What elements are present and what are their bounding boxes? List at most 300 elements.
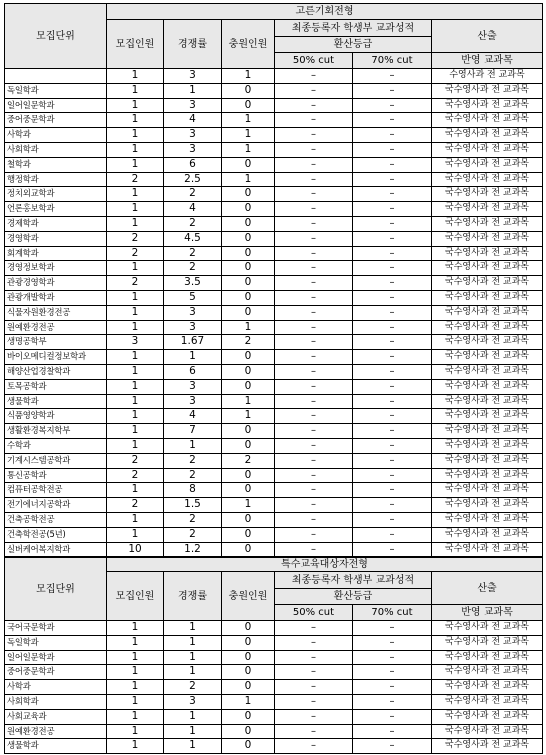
cut50-value: – <box>275 128 353 143</box>
extra-count: 0 <box>222 438 275 453</box>
extra-count: 0 <box>222 364 275 379</box>
competition-ratio: 3.5 <box>164 276 222 291</box>
cut70-value: – <box>353 650 432 665</box>
recruit-count: 1 <box>107 739 164 754</box>
cut50-value: – <box>275 527 353 542</box>
cut70-value: – <box>353 157 432 172</box>
competition-ratio: 4.5 <box>164 231 222 246</box>
recruit-count: 1 <box>107 621 164 636</box>
subjects: 국수영사과 전 교과목 <box>432 621 543 636</box>
unit-name: 실버케어복지학과 <box>5 542 107 557</box>
subjects: 국수영사과 전 교과목 <box>432 216 543 231</box>
unit-name: 수학과 <box>5 438 107 453</box>
recruit-count: 1 <box>107 98 164 113</box>
unit-name: 사회학과 <box>5 142 107 157</box>
competition-ratio: 1.67 <box>164 335 222 350</box>
recruit-count: 1 <box>107 709 164 724</box>
competition-ratio: 2 <box>164 680 222 695</box>
competition-ratio: 3 <box>164 694 222 709</box>
competition-ratio: 2 <box>164 261 222 276</box>
table-row <box>5 739 543 754</box>
cut70-value: – <box>353 290 432 305</box>
cut70-value: – <box>353 276 432 291</box>
cut70-value: – <box>353 216 432 231</box>
table-row <box>5 216 543 231</box>
recruit-count: 1 <box>107 635 164 650</box>
competition-ratio: 4 <box>164 113 222 128</box>
cut70-value: – <box>353 128 432 143</box>
competition-ratio: 2 <box>164 187 222 202</box>
cut70-value: – <box>353 335 432 350</box>
unit-name: 회계학과 <box>5 246 107 261</box>
unit-name: 토목공학과 <box>5 379 107 394</box>
unit-name: 정치외교학과 <box>5 187 107 202</box>
header-cut70: 70% cut <box>353 53 432 69</box>
subjects: 국수영사과 전 교과목 <box>432 320 543 335</box>
competition-ratio: 1 <box>164 635 222 650</box>
extra-count: 0 <box>222 650 275 665</box>
unit-name: 독일학과 <box>5 83 107 98</box>
cut50-value: – <box>275 142 353 157</box>
extra-count: 0 <box>222 83 275 98</box>
competition-ratio: 1 <box>164 438 222 453</box>
unit-name: 생명공학부 <box>5 335 107 350</box>
recruit-count: 1 <box>107 512 164 527</box>
unit-name: 바이오메디컬정보학과 <box>5 350 107 365</box>
competition-ratio: 2 <box>164 246 222 261</box>
subjects: 국수영사과 전 교과목 <box>432 409 543 424</box>
cut70-value: – <box>353 739 432 754</box>
cut50-value: – <box>275 409 353 424</box>
cut50-value: – <box>275 350 353 365</box>
extra-count: 0 <box>222 512 275 527</box>
subjects: 국수영사과 전 교과목 <box>432 276 543 291</box>
subjects: 국수영사과 전 교과목 <box>432 483 543 498</box>
table-row <box>5 335 543 350</box>
extra-count: 0 <box>222 216 275 231</box>
extra-count: 0 <box>222 261 275 276</box>
unit-name: 건축학전공(5년) <box>5 527 107 542</box>
recruit-count: 1 <box>107 409 164 424</box>
header-ratio: 경쟁률 <box>164 20 222 69</box>
cut70-value: – <box>353 542 432 557</box>
cut50-value: – <box>275 498 353 513</box>
cut70-value: – <box>353 142 432 157</box>
competition-ratio: 2 <box>164 512 222 527</box>
cut50-value: – <box>275 709 353 724</box>
unit-name: 사학과 <box>5 128 107 143</box>
header-unit: 모집단위 <box>5 558 107 621</box>
competition-ratio: 3 <box>164 394 222 409</box>
recruit-count: 1 <box>107 394 164 409</box>
table-row <box>5 621 543 636</box>
cut70-value: – <box>353 202 432 217</box>
competition-ratio: 1 <box>164 709 222 724</box>
unit-name: 사회학과 <box>5 694 107 709</box>
cut50-value: – <box>275 202 353 217</box>
cut70-value: – <box>353 527 432 542</box>
competition-ratio: 7 <box>164 424 222 439</box>
subjects: 국수영사과 전 교과목 <box>432 83 543 98</box>
cut70-value: – <box>353 438 432 453</box>
subjects: 국수영사과 전 교과목 <box>432 157 543 172</box>
recruit-count: 1 <box>107 364 164 379</box>
subjects: 국수영사과 전 교과목 <box>432 665 543 680</box>
unit-name: 해양산업경찰학과 <box>5 364 107 379</box>
unit-name: 컴퓨터공학전공 <box>5 483 107 498</box>
unit-name: 경영정보학과 <box>5 261 107 276</box>
unit-name: 중어중문학과 <box>5 113 107 128</box>
table-row <box>5 453 543 468</box>
cut70-value: – <box>353 665 432 680</box>
extra-count: 0 <box>222 542 275 557</box>
recruit-count: 1 <box>107 157 164 172</box>
table-row <box>5 650 543 665</box>
subjects: 국수영사과 전 교과목 <box>432 98 543 113</box>
subjects: 국수영사과 전 교과목 <box>432 453 543 468</box>
unit-name: 철학과 <box>5 157 107 172</box>
extra-count: 0 <box>222 305 275 320</box>
competition-ratio: 1.2 <box>164 542 222 557</box>
subjects: 국수영사과 전 교과목 <box>432 128 543 143</box>
competition-ratio: 3 <box>164 128 222 143</box>
table-row <box>5 261 543 276</box>
unit-name: 일어일문학과 <box>5 98 107 113</box>
cut70-value: – <box>353 187 432 202</box>
recruit-count: 1 <box>107 261 164 276</box>
subjects: 국수영사과 전 교과목 <box>432 350 543 365</box>
recruit-count: 1 <box>107 69 164 84</box>
table-row <box>5 231 543 246</box>
extra-count: 1 <box>222 394 275 409</box>
table-row <box>5 142 543 157</box>
extra-count: 0 <box>222 635 275 650</box>
competition-ratio: 4 <box>164 409 222 424</box>
recruit-count: 2 <box>107 468 164 483</box>
extra-count: 0 <box>222 246 275 261</box>
subjects: 국수영사과 전 교과목 <box>432 739 543 754</box>
table-row <box>5 69 543 84</box>
cut70-value: – <box>353 261 432 276</box>
extra-count: 1 <box>222 320 275 335</box>
cut70-value: – <box>353 621 432 636</box>
cut50-value: – <box>275 483 353 498</box>
competition-ratio: 1 <box>164 724 222 739</box>
cut50-value: – <box>275 187 353 202</box>
recruit-count: 10 <box>107 542 164 557</box>
recruit-count: 1 <box>107 424 164 439</box>
unit-name: 건축공학전공 <box>5 512 107 527</box>
extra-count: 0 <box>222 157 275 172</box>
competition-ratio: 2.5 <box>164 172 222 187</box>
unit-name: 사학과 <box>5 680 107 695</box>
competition-ratio: 3 <box>164 320 222 335</box>
cut50-value: – <box>275 305 353 320</box>
recruit-count: 2 <box>107 453 164 468</box>
cut50-value: – <box>275 83 353 98</box>
header-cut50: 50% cut <box>275 605 353 621</box>
subjects: 국수영사과 전 교과목 <box>432 172 543 187</box>
cut70-value: – <box>353 83 432 98</box>
subjects: 국수영사과 전 교과목 <box>432 635 543 650</box>
competition-ratio: 1.5 <box>164 498 222 513</box>
cut70-value: – <box>353 483 432 498</box>
extra-count: 0 <box>222 379 275 394</box>
extra-count: 0 <box>222 621 275 636</box>
unit-name: 행정학과 <box>5 172 107 187</box>
header-calc-title: 산출 <box>432 572 543 605</box>
unit-name: 생물학과 <box>5 394 107 409</box>
cut70-value: – <box>353 680 432 695</box>
extra-count: 0 <box>222 724 275 739</box>
table-row <box>5 350 543 365</box>
table-row <box>5 276 543 291</box>
unit-name: 식물자원환경전공 <box>5 305 107 320</box>
subjects: 국수영사과 전 교과목 <box>432 468 543 483</box>
recruit-count: 1 <box>107 320 164 335</box>
competition-ratio: 2 <box>164 527 222 542</box>
competition-ratio: 2 <box>164 216 222 231</box>
cut70-value: – <box>353 69 432 84</box>
table-row <box>5 320 543 335</box>
table-row <box>5 665 543 680</box>
table-row <box>5 379 543 394</box>
header-cut70: 70% cut <box>353 605 432 621</box>
unit-name: 통신공학과 <box>5 468 107 483</box>
cut70-value: – <box>353 468 432 483</box>
recruit-count: 1 <box>107 680 164 695</box>
cut50-value: – <box>275 246 353 261</box>
table-row <box>5 409 543 424</box>
table-row <box>5 483 543 498</box>
cut50-value: – <box>275 512 353 527</box>
subjects: 국수영사과 전 교과목 <box>432 438 543 453</box>
cut50-value: – <box>275 113 353 128</box>
header-extra: 충원인원 <box>222 572 275 621</box>
competition-ratio: 6 <box>164 157 222 172</box>
header-cut50: 50% cut <box>275 53 353 69</box>
cut70-value: – <box>353 724 432 739</box>
subjects: 국수영사과 전 교과목 <box>432 261 543 276</box>
extra-count: 1 <box>222 142 275 157</box>
cut70-value: – <box>353 709 432 724</box>
extra-count: 0 <box>222 290 275 305</box>
subjects: 국수영사과 전 교과목 <box>432 424 543 439</box>
subjects: 국수영사과 전 교과목 <box>432 202 543 217</box>
cut50-value: – <box>275 69 353 84</box>
table-row <box>5 128 543 143</box>
subjects: 국수영사과 전 교과목 <box>432 187 543 202</box>
admission-table-2 <box>4 557 543 754</box>
competition-ratio: 6 <box>164 364 222 379</box>
extra-count: 2 <box>222 453 275 468</box>
recruit-count: 1 <box>107 128 164 143</box>
subjects: 국수영사과 전 교과목 <box>432 364 543 379</box>
cut70-value: – <box>353 512 432 527</box>
unit-name: 원예환경전공 <box>5 724 107 739</box>
cut70-value: – <box>353 694 432 709</box>
competition-ratio: 4 <box>164 202 222 217</box>
table-row <box>5 305 543 320</box>
unit-name: 경제학과 <box>5 216 107 231</box>
table-row <box>5 724 543 739</box>
cut50-value: – <box>275 335 353 350</box>
subjects: 국수영사과 전 교과목 <box>432 290 543 305</box>
subjects: 국수영사과 전 교과목 <box>432 394 543 409</box>
cut70-value: – <box>353 320 432 335</box>
table-row <box>5 157 543 172</box>
table-row <box>5 468 543 483</box>
extra-count: 0 <box>222 98 275 113</box>
cut70-value: – <box>353 231 432 246</box>
cut50-value: – <box>275 694 353 709</box>
table-row <box>5 512 543 527</box>
cut50-value: – <box>275 231 353 246</box>
header-calc-title: 산출 <box>432 20 543 53</box>
cut50-value: – <box>275 650 353 665</box>
header-recruit: 모집인원 <box>107 20 164 69</box>
competition-ratio: 1 <box>164 739 222 754</box>
subjects: 국수영사과 전 교과목 <box>432 542 543 557</box>
header-unit: 모집단위 <box>5 4 107 69</box>
table-row <box>5 438 543 453</box>
recruit-count: 1 <box>107 483 164 498</box>
unit-name: 식품영양학과 <box>5 409 107 424</box>
subjects: 국수영사과 전 교과목 <box>432 527 543 542</box>
cut70-value: – <box>353 379 432 394</box>
table-row <box>5 498 543 513</box>
cut50-value: – <box>275 468 353 483</box>
cut50-value: – <box>275 261 353 276</box>
table-row <box>5 635 543 650</box>
competition-ratio: 2 <box>164 468 222 483</box>
table-row <box>5 113 543 128</box>
subjects: 국수영사과 전 교과목 <box>432 498 543 513</box>
competition-ratio: 3 <box>164 142 222 157</box>
table-row <box>5 694 543 709</box>
extra-count: 0 <box>222 187 275 202</box>
cut70-value: – <box>353 394 432 409</box>
recruit-count: 1 <box>107 202 164 217</box>
recruit-count: 1 <box>107 694 164 709</box>
extra-count: 0 <box>222 231 275 246</box>
recruit-count: 1 <box>107 83 164 98</box>
cut50-value: – <box>275 290 353 305</box>
cut50-value: – <box>275 438 353 453</box>
recruit-count: 1 <box>107 113 164 128</box>
cut70-value: – <box>353 409 432 424</box>
competition-ratio: 3 <box>164 379 222 394</box>
table-row <box>5 527 543 542</box>
unit-name: 일어일문학과 <box>5 650 107 665</box>
extra-count: 0 <box>222 680 275 695</box>
cut50-value: – <box>275 157 353 172</box>
subjects: 국수영사과 전 교과목 <box>432 142 543 157</box>
header-ratio: 경쟁률 <box>164 572 222 621</box>
recruit-count: 1 <box>107 305 164 320</box>
recruit-count: 2 <box>107 276 164 291</box>
unit-name: 독일학과 <box>5 635 107 650</box>
extra-count: 0 <box>222 665 275 680</box>
cut70-value: – <box>353 305 432 320</box>
table-row <box>5 542 543 557</box>
subjects: 국수영사과 전 교과목 <box>432 680 543 695</box>
extra-count: 0 <box>222 468 275 483</box>
extra-count: 0 <box>222 276 275 291</box>
header-grade-title: 최종등록자 학생부 교과성적 <box>275 572 432 589</box>
competition-ratio: 3 <box>164 69 222 84</box>
cut50-value: – <box>275 453 353 468</box>
extra-count: 1 <box>222 113 275 128</box>
cut50-value: – <box>275 542 353 557</box>
header-grade-sub: 환산등급 <box>275 589 432 605</box>
competition-ratio: 3 <box>164 305 222 320</box>
table-row <box>5 83 543 98</box>
cut50-value: – <box>275 98 353 113</box>
recruit-count: 1 <box>107 142 164 157</box>
extra-count: 0 <box>222 739 275 754</box>
unit-name: 전기에너지공학과 <box>5 498 107 513</box>
unit-name <box>5 69 107 84</box>
unit-name: 원예환경전공 <box>5 320 107 335</box>
extra-count: 1 <box>222 69 275 84</box>
cut70-value: – <box>353 350 432 365</box>
table-title: 특수교육대상자전형 <box>107 558 543 572</box>
unit-name: 사회교육과 <box>5 709 107 724</box>
extra-count: 1 <box>222 498 275 513</box>
competition-ratio: 3 <box>164 98 222 113</box>
unit-name: 중어중문학과 <box>5 665 107 680</box>
unit-name: 국어국문학과 <box>5 621 107 636</box>
cut50-value: – <box>275 665 353 680</box>
recruit-count: 1 <box>107 379 164 394</box>
table-row <box>5 680 543 695</box>
competition-ratio: 2 <box>164 453 222 468</box>
table-row <box>5 202 543 217</box>
cut70-value: – <box>353 635 432 650</box>
competition-ratio: 1 <box>164 665 222 680</box>
cut70-value: – <box>353 113 432 128</box>
extra-count: 1 <box>222 172 275 187</box>
extra-count: 2 <box>222 335 275 350</box>
table-title: 고른기회전형 <box>107 4 543 20</box>
extra-count: 0 <box>222 527 275 542</box>
header-calc-sub: 반영 교과목 <box>432 605 543 621</box>
table-row <box>5 424 543 439</box>
recruit-count: 1 <box>107 527 164 542</box>
recruit-count: 1 <box>107 650 164 665</box>
unit-name: 생활환경복지학부 <box>5 424 107 439</box>
table-row <box>5 187 543 202</box>
unit-name: 관광개발학과 <box>5 290 107 305</box>
cut50-value: – <box>275 739 353 754</box>
header-calc-sub: 반영 교과목 <box>432 53 543 69</box>
header-grade-sub: 환산등급 <box>275 37 432 53</box>
subjects: 국수영사과 전 교과목 <box>432 231 543 246</box>
recruit-count: 2 <box>107 172 164 187</box>
cut50-value: – <box>275 394 353 409</box>
table-row <box>5 246 543 261</box>
table-row <box>5 394 543 409</box>
competition-ratio: 1 <box>164 621 222 636</box>
subjects: 국수영사과 전 교과목 <box>432 305 543 320</box>
subjects: 국수영사과 전 교과목 <box>432 113 543 128</box>
subjects: 국수영사과 전 교과목 <box>432 709 543 724</box>
unit-name: 기계시스템공학과 <box>5 453 107 468</box>
subjects: 국수영사과 전 교과목 <box>432 650 543 665</box>
extra-count: 0 <box>222 709 275 724</box>
competition-ratio: 1 <box>164 350 222 365</box>
